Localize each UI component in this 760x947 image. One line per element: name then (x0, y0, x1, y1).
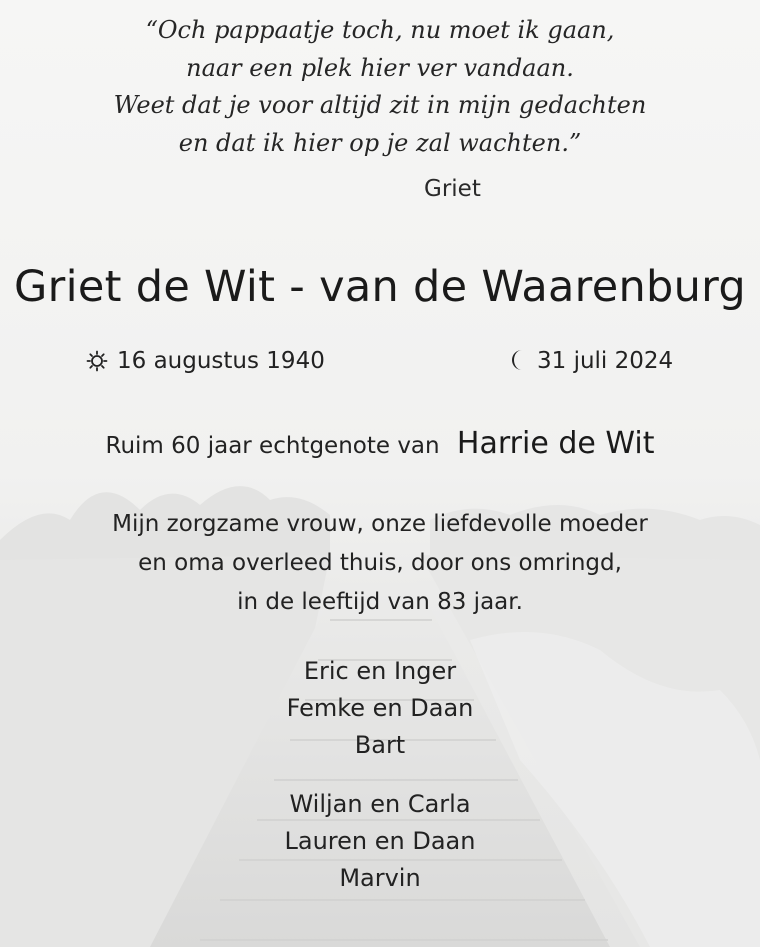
spouse-prefix: Ruim 60 jaar echtgenote van (105, 433, 440, 459)
deceased-name: Griet de Wit - van de Waarenburg (14, 262, 746, 312)
poem-line: naar een plek hier ver vandaan. (186, 53, 574, 82)
birth-date (86, 348, 325, 378)
family-group-2 (0, 786, 760, 897)
family-member: Marvin (339, 864, 421, 892)
family-member: Lauren en Daan (284, 827, 476, 855)
announcement-text (0, 505, 760, 622)
crescent-moon-icon (508, 348, 528, 378)
family-member: Eric en Inger (303, 657, 457, 685)
poem-line: en dat ik hier op je zal wachten.” (178, 128, 582, 157)
announcement-line: Mijn zorgzame vrouw, onze liefdevolle moeder (112, 511, 648, 537)
poem-author: Griet (424, 176, 481, 202)
poem-line: “Och pappaatje toch, nu moet ik gaan, (145, 16, 615, 44)
family-member: Femke en Daan (286, 694, 474, 722)
family-member: Wiljan en Carla (289, 790, 471, 818)
family-group-1 (0, 653, 760, 764)
sun-icon (86, 350, 108, 378)
poem (0, 12, 760, 162)
birth-date-text: 16 augustus 1940 (117, 348, 325, 374)
announcement-line: in de leeftijd van 83 jaar. (237, 589, 523, 615)
poem-line: Weet dat je voor altijd zit in mijn gedachten (113, 91, 647, 119)
death-date-text: 31 juli 2024 (537, 348, 674, 374)
announcement-line: en oma overleed thuis, door ons omringd, (138, 550, 622, 576)
death-date (508, 348, 673, 378)
spouse-name: Harrie de Wit (456, 426, 655, 461)
spouse-line (0, 426, 760, 461)
family-member: Bart (354, 731, 406, 759)
